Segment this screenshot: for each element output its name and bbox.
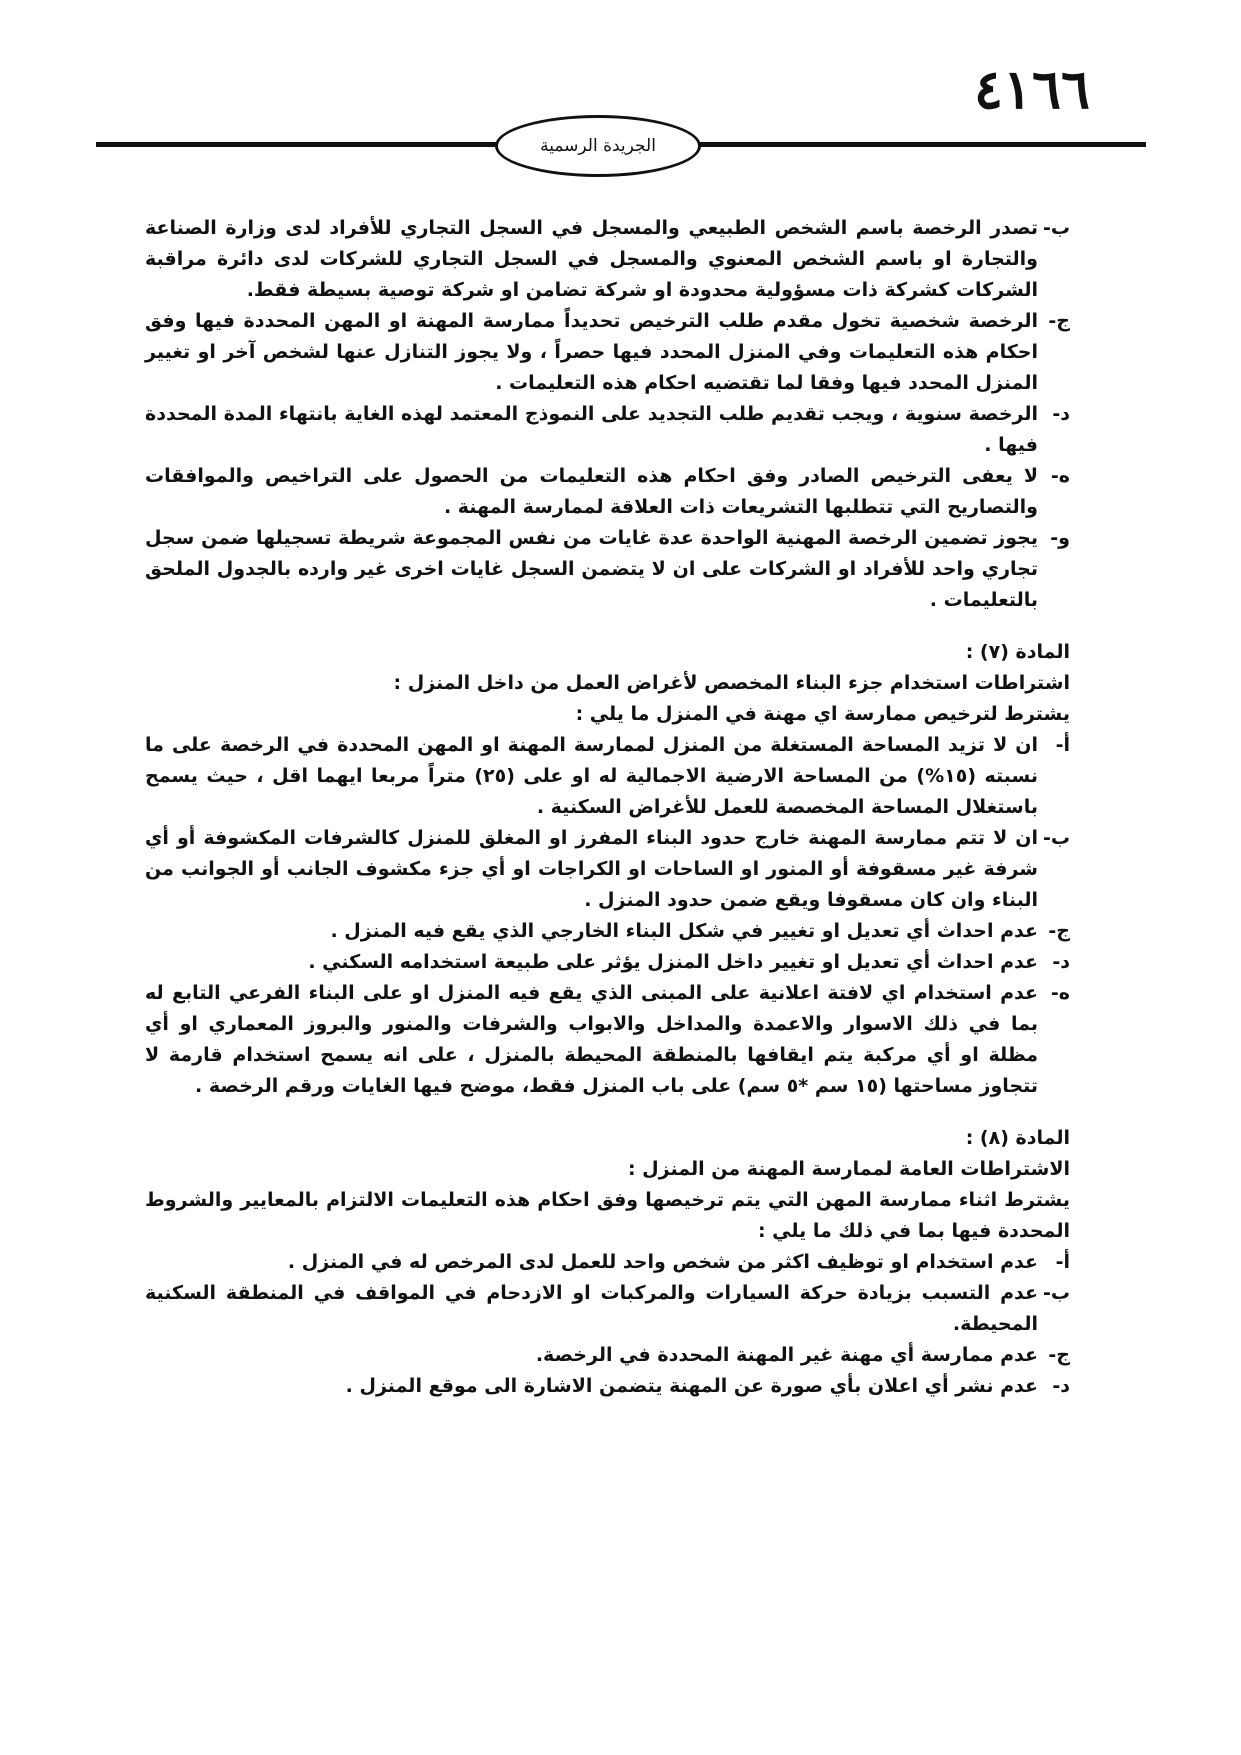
list-marker: ج- (1048, 1344, 1070, 1366)
list-item (145, 1340, 1070, 1371)
list-item (145, 1278, 1070, 1340)
list-item (145, 213, 1070, 306)
list-marker: د- (1052, 403, 1070, 425)
list-item (145, 947, 1070, 978)
list-marker: ه- (1050, 982, 1070, 1004)
list-item-text: عدم احداث أي تعديل او تغيير داخل المنزل يؤثر على طبيعة استخدامه السكني . (308, 951, 1038, 973)
publication-title: الجريدة الرسمية (540, 136, 656, 156)
list-marker: ب- (1043, 1282, 1070, 1304)
list-marker: د- (1052, 951, 1070, 973)
list-item-text: ان لا تتم ممارسة المهنة خارج حدود البناء المفرز او المغلق للمنزل كالشرفات المكشوفة أو أي شرفة غير مسقوفة أو المنور او الساحات او الكراجات او أي جزء مكشوف الجانب أو الجوانب من البناء وان كان مسقوفا ويقع ضمن حدود المنزل . (145, 827, 1038, 911)
list-item (145, 730, 1070, 823)
list-item (145, 916, 1070, 947)
article-7-title: المادة (٧) : (965, 641, 1070, 663)
list-item-text: عدم ممارسة أي مهنة غير المهنة المحددة في الرخصة. (535, 1344, 1038, 1366)
list-item (145, 1371, 1070, 1402)
list-item (145, 978, 1070, 1102)
list-item-text: يجوز تضمين الرخصة المهنية الواحدة عدة غايات من نفس المجموعة شريطة تسجيلها ضمن سجل تجاري واحد للأفراد او الشركات على ان لا يتضمن السجل غايات اخرى غير وارده بالجدول الملحق بالتعليمات . (145, 527, 1038, 611)
list-item (145, 461, 1070, 523)
list-item-text: عدم نشر أي اعلان بأي صورة عن المهنة يتضمن الاشارة الى موقع المنزل . (345, 1375, 1038, 1397)
article-8-intro: يشترط اثناء ممارسة المهن التي يتم ترخيصها وفق احكام هذه التعليمات الالتزام بالمعايير والشروط المحددة فيها بما في ذلك ما يلي : (145, 1189, 1070, 1242)
publication-oval (495, 115, 701, 177)
list-item-text: الرخصة شخصية تخول مقدم طلب الترخيص تحديداً ممارسة المهنة او المهن المحددة فيها وفق احكام هذه التعليمات وفي المنزل المحدد فيها حصراً ، ولا يجوز التنازل عنها لشخص آخر او تغيير المنزل المحدد فيها وفقا لما تقتضيه احكام هذه التعليمات . (145, 310, 1038, 394)
section-gap (145, 1102, 1070, 1123)
list-item (145, 1247, 1070, 1278)
list-item-text: الرخصة سنوية ، ويجب تقديم طلب التجديد على النموذج المعتمد لهذه الغاية بانتهاء المدة المحددة فيها . (145, 403, 1038, 456)
list-item-text: عدم احداث أي تعديل او تغيير في شكل البناء الخارجي الذي يقع فيه المنزل . (330, 920, 1038, 942)
list-marker: ج- (1048, 310, 1070, 332)
list-marker: أ- (1055, 1251, 1070, 1273)
list-marker: ه- (1050, 465, 1070, 487)
list-marker: ج- (1048, 920, 1070, 942)
list-marker: و- (1050, 527, 1070, 549)
list-item-text: تصدر الرخصة باسم الشخص الطبيعي والمسجل في السجل التجاري للأفراد لدى وزارة الصناعة والتجارة او باسم الشخص المعنوي والمسجل في السجل التجاري للشركات لدى دائرة مراقبة الشركات كشركة ذات مسؤولية محدودة او شركة تضامن او شركة توصية بسيطة فقط. (145, 217, 1038, 301)
list-marker: ب- (1043, 827, 1070, 849)
list-item-text: عدم استخدام او توظيف اكثر من شخص واحد للعمل لدى المرخص له في المنزل . (287, 1251, 1038, 1273)
list-item-text: عدم استخدام اي لافتة اعلانية على المبنى الذي يقع فيه المنزل او على البناء الفرعي التابع له بما في ذلك الاسوار والاعمدة والمداخل والابواب والشرفات والمنور والبروز المعماري او أي مظلة او أي مركبة يتم ايقافها بالمنطقة المحيطة بالمنزل ، على انه يسمح استخدام قارمة لا تتجاوز مساحتها (١٥ سم *٥ سم) على باب المنزل فقط، موضح فيها الغايات ورقم الرخصة . (145, 982, 1038, 1097)
list-item-text: لا يعفى الترخيص الصادر وفق احكام هذه التعليمات من الحصول على التراخيص والموافقات والتصاريح التي تتطلبها التشريعات ذات العلاقة لممارسة المهنة . (145, 465, 1038, 518)
list-marker: د- (1052, 1375, 1070, 1397)
section-gap (145, 616, 1070, 637)
page-number: ٤١٦٦ (973, 57, 1090, 121)
list-item (145, 399, 1070, 461)
list-item (145, 306, 1070, 399)
list-item (145, 523, 1070, 616)
article-8-title: المادة (٨) : (965, 1127, 1070, 1149)
list-item-text: ان لا تزيد المساحة المستغلة من المنزل لممارسة المهنة او المهن المحددة في الرخصة على ما نسبته (١٥%) من المساحة الارضية الاجمالية له او على (٢٥) متراً مربعا ايهما اقل ، حيث يسمح باستغلال المساحة المخصصة للعمل للأغراض السكنية . (145, 734, 1038, 818)
list-item (145, 823, 1070, 916)
article-8-subtitle: الاشتراطات العامة لممارسة المهنة من المنزل : (627, 1158, 1070, 1180)
page-body (145, 213, 1070, 1402)
article-7-subtitle: اشتراطات استخدام جزء البناء المخصص لأغراض العمل من داخل المنزل : (393, 672, 1070, 694)
list-item-text: عدم التسبب بزيادة حركة السيارات والمركبات او الازدحام في المواقف في المنطقة السكنية المحيطة. (145, 1282, 1038, 1335)
list-marker: أ- (1055, 734, 1070, 756)
list-marker: ب- (1043, 217, 1070, 239)
article-7-intro: يشترط لترخيص ممارسة اي مهنة في المنزل ما يلي : (575, 703, 1070, 725)
